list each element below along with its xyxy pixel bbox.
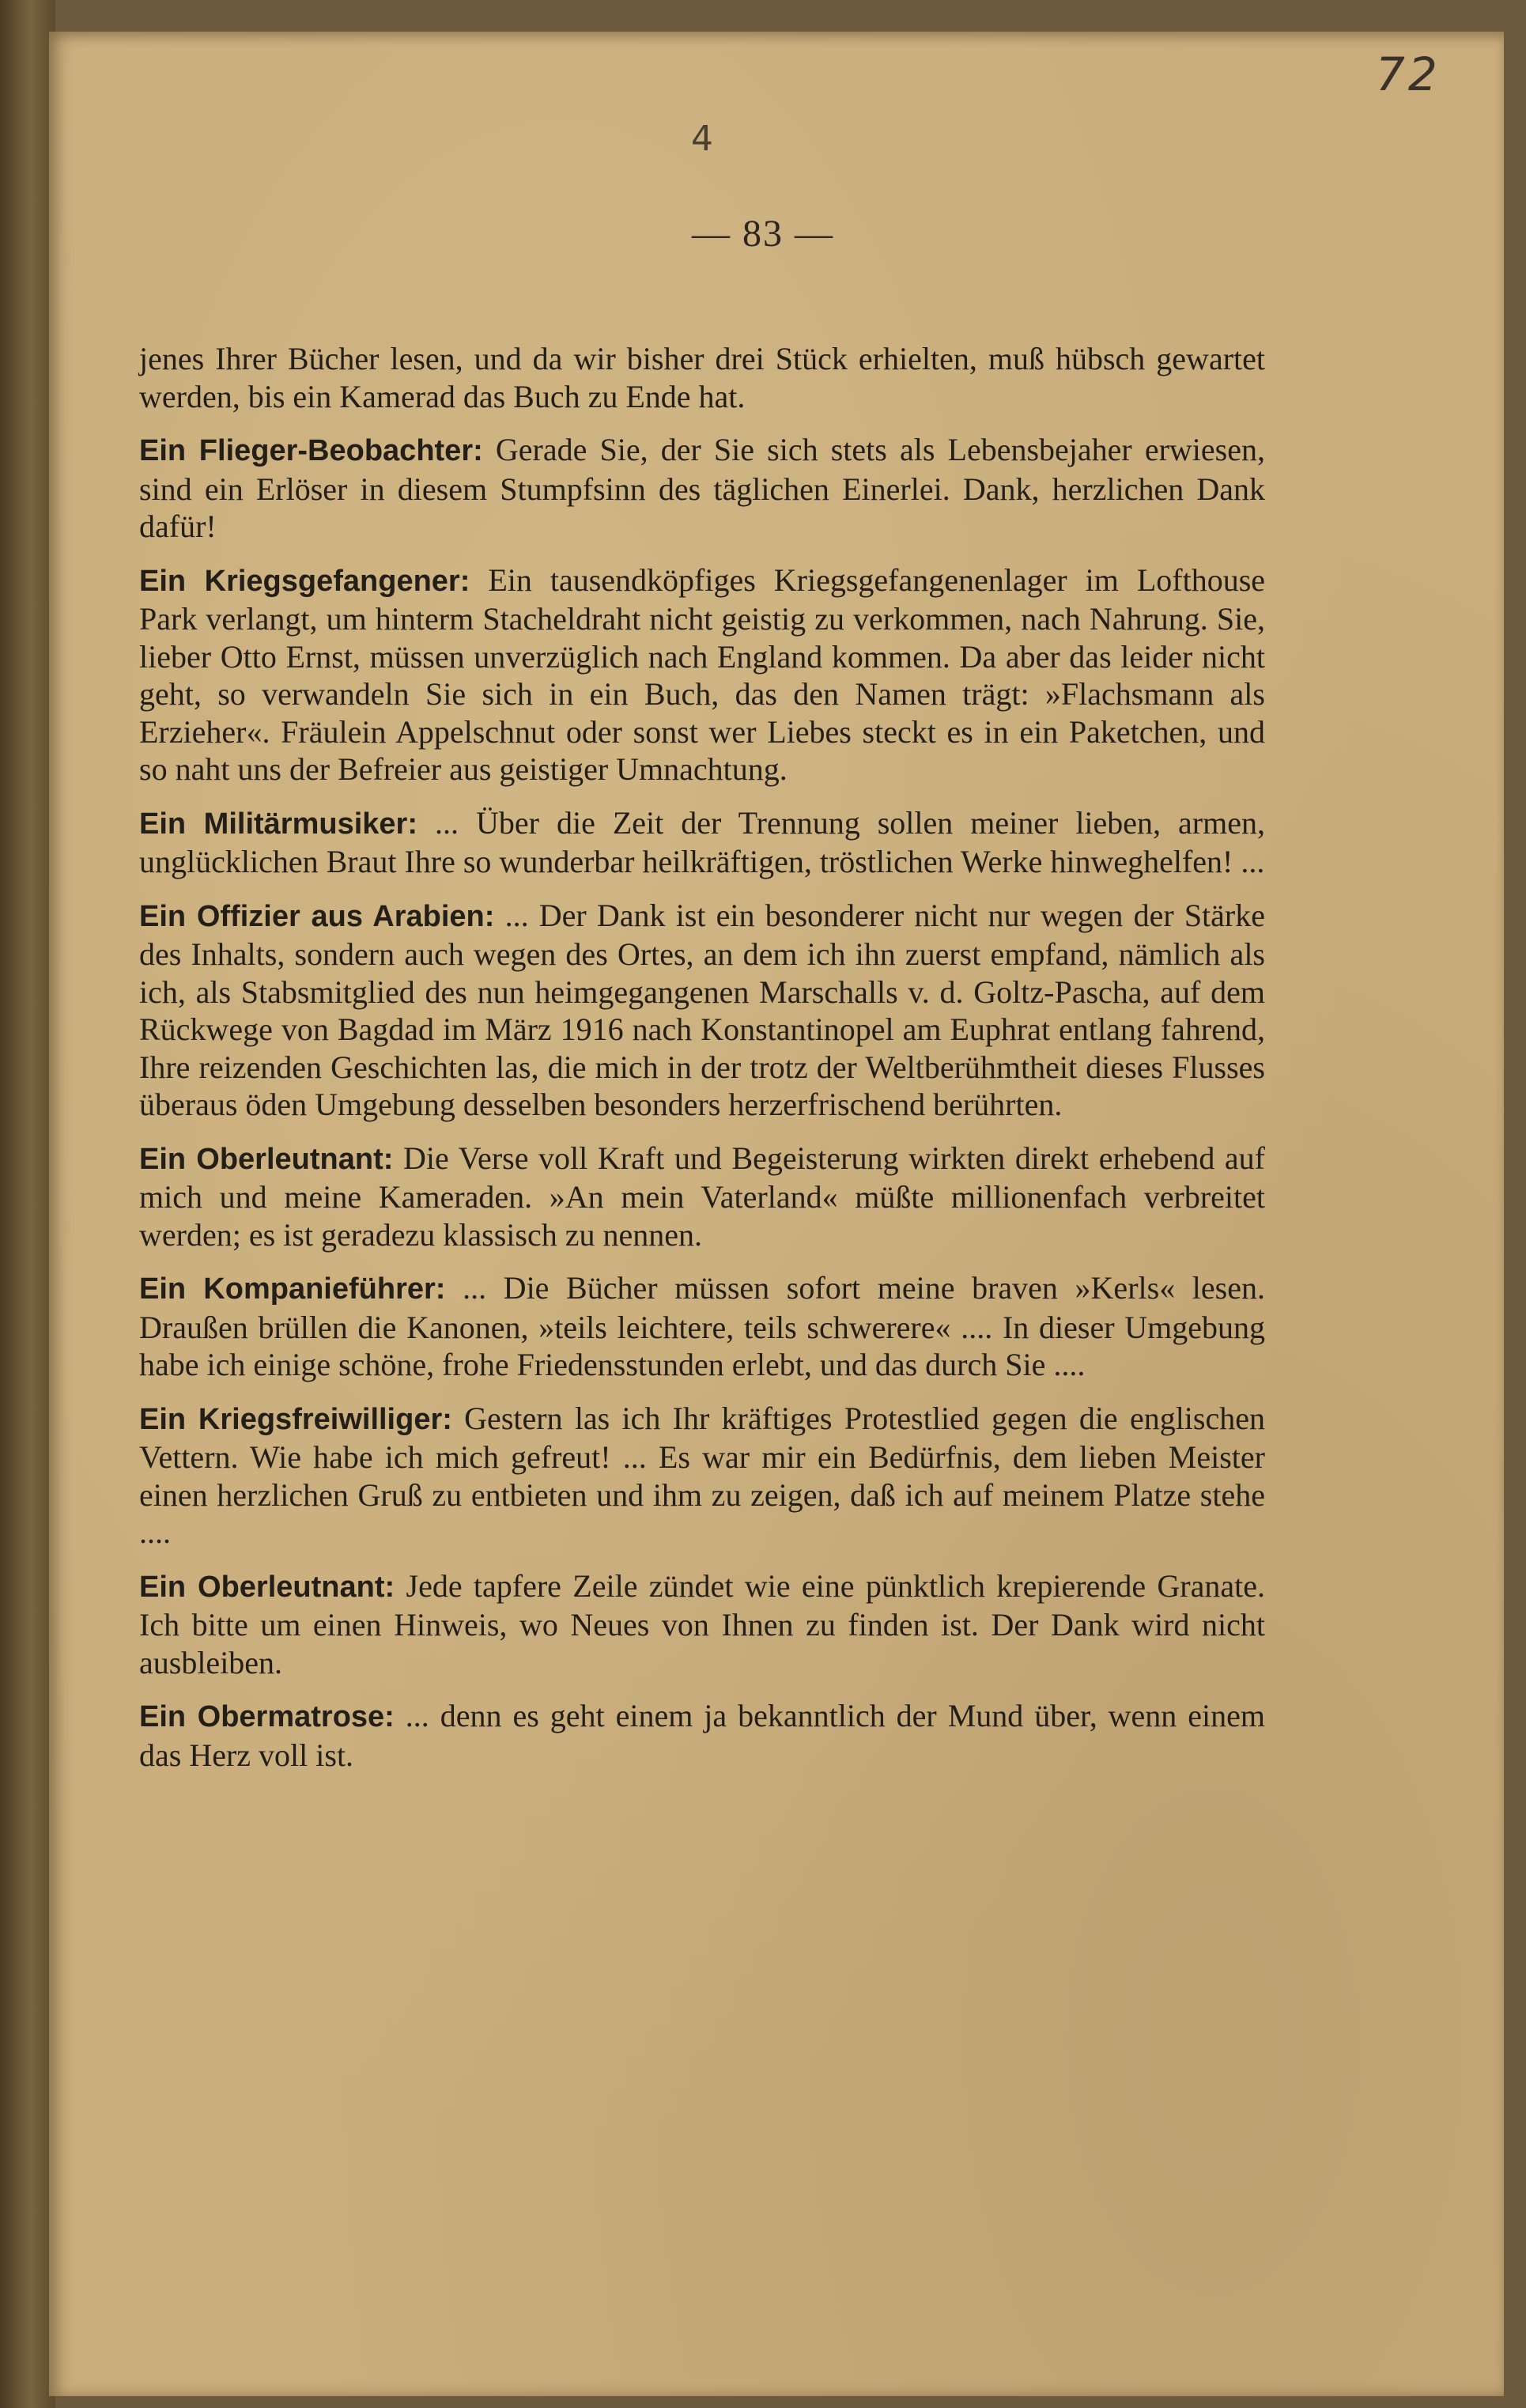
entry-kriegsgefangener (139, 561, 1265, 788)
entry-speaker: Ein Flieger-Beobachter: (139, 434, 483, 467)
entry-text: Ein tausendköpfiges Kriegsgefangenenlager im Lofthouse Park verlangt, um hinterm Stacheldraht nicht geistig zu verkommen, nach Nahrung. Sie, lieber Otto Ernst, müssen unverzüglich nach England kommen. Da aber das leider nicht geht, so verwandeln Sie sich in ein Buch, das den Namen trägt: »Flachsmann als Erzieher«. Fräulein Appelschnut oder sonst wer Liebes steckt es in ein Paketchen, und so naht uns der Befreier aus geistiger Umnachtung. (139, 561, 1266, 787)
entry-kriegsfreiwilliger (139, 1400, 1265, 1552)
entry-flieger-beobachter (139, 431, 1265, 546)
entry-speaker: Ein Kompanieführer: (139, 1272, 446, 1306)
entry-militaermusiker (139, 804, 1265, 881)
entry-text: ... denn es geht einem ja bekanntlich der Mund über, wenn einem das Herz voll ist. (139, 1698, 1265, 1773)
entry-kompaniefuehrer (139, 1269, 1265, 1384)
entry-continuation (139, 340, 1265, 415)
book-binding (0, 0, 55, 2408)
entry-text: Gestern las ich Ihr kräftiges Protestlied gegen die englischen Vettern. Wie habe ich mich gefreut! ... Es war mir ein Bedürfnis, dem lieben Meister einen herzlichen Gruß zu entbieten und ihm zu zeigen, daß ich auf meinem Platze stehe .... (139, 1400, 1265, 1550)
entry-speaker: Ein Kriegsfreiwilliger: (139, 1402, 452, 1436)
entry-speaker: Ein Militärmusiker: (139, 807, 417, 841)
entry-text: Jede tapfere Zeile zündet wie eine pünktlich krepierende Granate. Ich bitte um einen Hinweis, wo Neues von Ihnen zu finden ist. Der Dank wird nicht ausbleiben. (139, 1567, 1265, 1680)
entry-obermatrose (139, 1697, 1265, 1774)
entry-text: ... Die Bücher müssen sofort meine braven »Kerls« lesen. Draußen brüllen die Kanonen, »teils leichtere, teils schwerere« .... In dieser Umgebung habe ich einige schöne, frohe Friedensstunden erlebt, und das durch Sie .... (139, 1270, 1265, 1382)
entry-text: jenes Ihrer Bücher lesen, und da wir bisher drei Stück erhielten, muß hübsch gewartet werden, bis ein Kamerad das Buch zu Ende hat. (139, 341, 1265, 414)
entry-speaker: Ein Oberleutnant: (139, 1142, 394, 1176)
entry-oberleutnant-2 (139, 1567, 1265, 1682)
text-body (139, 340, 1265, 1790)
entry-speaker: Ein Offizier aus Arabien: (139, 899, 495, 933)
entry-text: Die Verse voll Kraft und Begeisterung wirkten direkt erhebend auf mich und meine Kameraden. »An mein Vaterland« müßte millionenfach verbreitet werden; es ist geradezu klassisch zu nennen. (139, 1140, 1266, 1253)
pencil-annotation: 4 (691, 119, 713, 159)
entry-text: Gerade Sie, der Sie sich stets als Lebensbejaher erwiesen, sind ein Erlöser in diesem Stumpfsinn des täglichen Einerlei. Dank, herzlichen Dank dafür! (139, 432, 1265, 544)
entry-text: ... Über die Zeit der Trennung sollen meiner lieben, armen, unglücklichen Braut Ihre so wunderbar heilkräftigen, tröstlichen Werke hinweghelfen! ... (139, 804, 1265, 879)
entry-oberleutnant-1 (139, 1140, 1265, 1254)
entry-text: ... Der Dank ist ein besonderer nicht nur wegen der Stärke des Inhalts, sondern auch wegen des Ortes, an dem ich ihn zuerst empfand, nämlich als ich, als Stabsmitglied des nun heimgegangenen Marschalls v. d. Goltz-Pascha, auf dem Rückwege von Bagdad im März 1916 nach Konstantinopel am Euphrat entlang fahrend, Ihre reizenden Geschichten las, die mich in der trotz der Weltberühmtheit dieses Flusses überaus öden Umgebung desselben besonders herzerfrischend berührten. (139, 897, 1265, 1122)
entry-speaker: Ein Kriegsgefangener: (139, 564, 470, 598)
entry-speaker: Ein Obermatrose: (139, 1700, 395, 1733)
page-number: — 83 — (692, 213, 834, 255)
handwritten-folio-number: 72 (1376, 47, 1441, 101)
entry-offizier-arabien (139, 897, 1265, 1124)
entry-speaker: Ein Oberleutnant: (139, 1570, 395, 1604)
